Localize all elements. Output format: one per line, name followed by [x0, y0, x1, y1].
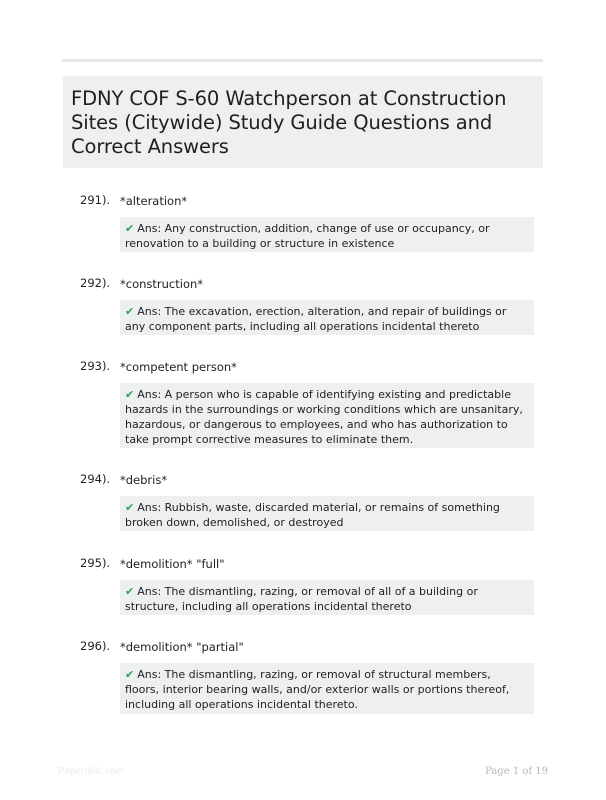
answer-box — [120, 496, 534, 531]
question-term: *competent person* — [120, 360, 237, 374]
question-term: *demolition* "partial" — [120, 640, 244, 654]
question-number: 294). — [80, 472, 111, 486]
answer-text: Ans: Rubbish, waste, discarded material, or remains of something broken down, demolished, or destroyed — [125, 501, 500, 529]
question-number: 292). — [80, 276, 111, 290]
footer-site: Papertibic.com — [58, 766, 125, 777]
question-term: *construction* — [120, 277, 204, 291]
answer-box — [120, 663, 534, 714]
question-term: *debris* — [120, 473, 168, 487]
answer-box — [120, 217, 534, 252]
question-number: 291). — [80, 193, 111, 207]
answer-box — [120, 580, 534, 615]
answer-text: Ans: The dismantling, razing, or removal of all of a building or structure, including all operations incidental thereto — [125, 585, 478, 613]
answer-text: Ans: The dismantling, razing, or removal of structural members, floors, interior bearing walls, and/or exterior walls or portions thereof, including all operations incidental thereto. — [125, 668, 510, 711]
check-icon: ✔ — [125, 305, 135, 318]
answer-text: Ans: The excavation, erection, alteration, and repair of buildings or any component parts, including all operations incidental thereto — [125, 305, 507, 333]
question-term: *alteration* — [120, 194, 188, 208]
question-term: *demolition* "full" — [120, 557, 225, 571]
answer-text: Ans: A person who is capable of identifying existing and predictable hazards in the surroundings or working conditions which are unsanitary, hazardous, or dangerous to employees, and who has authorization to take prompt corrective measures to eliminate them. — [125, 388, 523, 446]
check-icon: ✔ — [125, 388, 135, 401]
question-number: 295). — [80, 556, 111, 570]
answer-text: Ans: Any construction, addition, change of use or occupancy, or renovation to a building or structure in existence — [125, 222, 490, 250]
page-number: Page 1 of 19 — [485, 766, 548, 777]
answer-box — [120, 383, 534, 448]
check-icon: ✔ — [125, 222, 135, 235]
answer-box — [120, 300, 534, 335]
top-divider — [62, 59, 543, 62]
title-box — [63, 76, 543, 168]
question-number: 296). — [80, 639, 111, 653]
check-icon: ✔ — [125, 501, 135, 514]
check-icon: ✔ — [125, 585, 135, 598]
question-number: 293). — [80, 359, 111, 373]
check-icon: ✔ — [125, 668, 135, 681]
page-title: FDNY COF S-60 Watchperson at Construction Sites (Citywide) Study Guide Questions and Correct Answers — [71, 87, 507, 158]
